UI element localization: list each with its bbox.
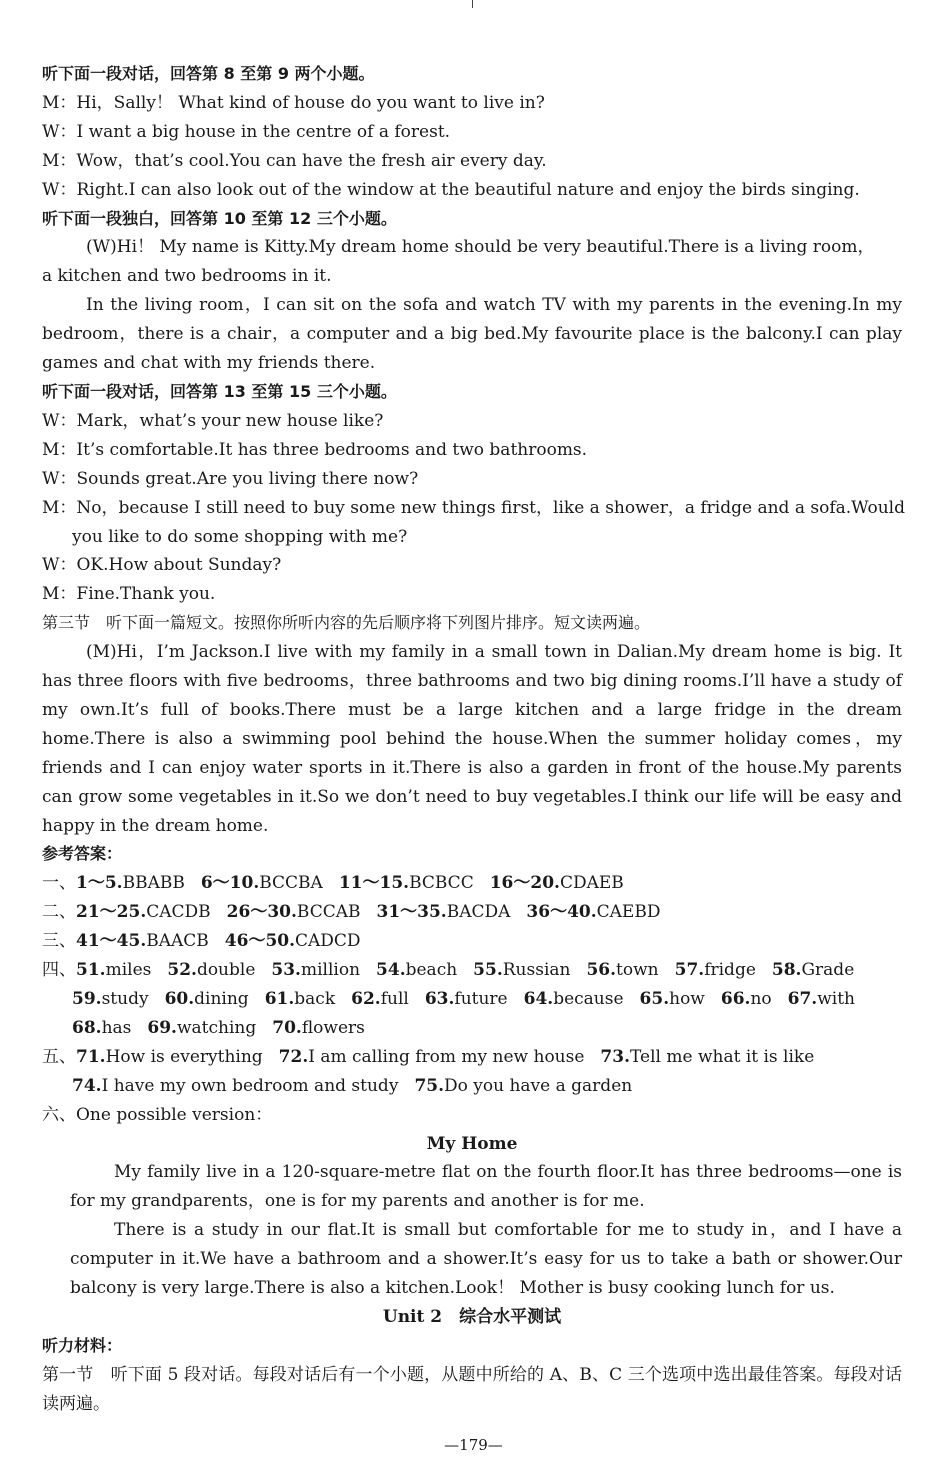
answer-number: 67. — [787, 989, 818, 1009]
dialog2-line: W：Sounds great.Are you living there now? — [42, 468, 419, 489]
answer-number: 53. — [271, 960, 301, 981]
answer-number: 11～15. — [338, 873, 410, 894]
answer-number: 63. — [424, 989, 455, 1009]
dialog2-line: M：Fine.Thank you. — [42, 584, 216, 605]
answer-number: 65. — [639, 989, 670, 1009]
answer-value: dining — [194, 989, 249, 1009]
answers-part1 — [42, 869, 902, 898]
answer-value: Tell me what it is like — [630, 1046, 815, 1067]
dialog2-line: you like to do some shopping with me? — [72, 526, 408, 547]
monologue-paragraph: In the living room，I can sit on the sofa and watch TV with my parents in the evening.In my bedroom，there is a chair，a computer and a big bed.My favourite place is the balcony.I can play games and chat with my friends there. — [42, 295, 902, 374]
essay-paragraph: My family live in a 120-square-metre flat on the fourth floor.It has three bedrooms—one is for my grandparents，one is for my parents and another is for me. — [70, 1162, 902, 1212]
answers-part6-label: 六、One possible version： — [42, 1104, 273, 1125]
listening-label: 听力材料： — [42, 1335, 123, 1355]
answer-number: 57. — [674, 960, 705, 981]
answer-value: fridge — [704, 960, 756, 981]
answer-value: Grade — [801, 960, 855, 981]
dialog2-line: W：Mark，what’s your new house like? — [42, 410, 384, 431]
answers-part3 — [42, 927, 902, 956]
answers-heading: 参考答案： — [42, 844, 123, 864]
answer-number: 59. — [72, 989, 102, 1009]
answer-value: how — [669, 989, 705, 1009]
answer-value: CADCD — [295, 931, 361, 952]
answer-number: 56. — [586, 960, 617, 981]
answer-value: CACDB — [146, 902, 211, 923]
answer-value: future — [454, 989, 508, 1009]
answer-value: BCCAB — [296, 902, 361, 923]
answers-part4-row3 — [42, 1014, 902, 1043]
answer-number: 41～45. — [76, 931, 147, 952]
answer-number: 21～25. — [76, 902, 147, 923]
dialog1-line: M：Wow，that’s cool.You can have the fresh air every day. — [42, 150, 547, 171]
answer-value: double — [196, 960, 256, 981]
answer-number: 75. — [414, 1075, 445, 1096]
answer-value: miles — [105, 960, 152, 981]
answer-value: with — [817, 989, 855, 1009]
answer-number: 60. — [164, 989, 195, 1009]
part-prefix: 四、 — [42, 960, 76, 981]
answer-number: 26～30. — [226, 902, 297, 923]
answers-part2 — [42, 898, 902, 927]
answers-part5-row2 — [42, 1072, 902, 1101]
answer-value: I have my own bedroom and study — [101, 1075, 399, 1096]
dialog1-line: M：Hi，Sally！ What kind of house do you want to live in? — [42, 92, 545, 113]
top-mark — [472, 0, 473, 8]
answer-value: has — [101, 1017, 132, 1038]
page-number: —179— — [444, 1436, 503, 1454]
answer-value: BBABB — [122, 873, 185, 894]
answer-number: 16～20. — [489, 873, 560, 894]
answer-number: 73. — [600, 1046, 630, 1067]
answer-number: 66. — [720, 989, 751, 1009]
answer-number: 55. — [473, 960, 503, 981]
answer-number: 69. — [147, 1017, 177, 1038]
answer-value: million — [300, 960, 361, 981]
answer-value: BAACB — [146, 931, 209, 952]
intro-q13-15: 听下面一段对话，回答第 13 至第 15 三个小题。 — [42, 381, 397, 401]
answer-value: BCBCC — [409, 873, 474, 894]
dialog1-line: W：I want a big house in the centre of a forest. — [42, 121, 451, 142]
answer-number: 61. — [264, 989, 295, 1009]
answer-number: 1～5. — [76, 873, 123, 894]
answer-number: 36～40. — [526, 902, 597, 923]
answer-value: How is everything — [105, 1046, 263, 1067]
answer-number: 62. — [351, 989, 381, 1009]
answer-number: 31～35. — [376, 902, 447, 923]
answer-number: 51. — [76, 960, 106, 981]
answer-number: 46～50. — [224, 931, 296, 952]
answer-value: watching — [176, 1017, 257, 1038]
answers-part5-row1 — [42, 1043, 902, 1072]
answer-number: 6～10. — [200, 873, 260, 894]
intro-q10-12: 听下面一段独白，回答第 10 至第 12 三个小题。 — [42, 208, 397, 228]
dialog2-line: M：No，because I still need to buy some new things first，like a shower，a fridge and a sofa.Would — [42, 497, 905, 518]
part-prefix: 三、 — [42, 931, 76, 952]
answer-value: BCCBA — [259, 873, 323, 894]
answer-number: 54. — [376, 960, 406, 981]
section3-intro: 第三节 听下面一篇短文。按照你所听内容的先后顺序将下列图片排序。短文读两遍。 — [42, 613, 651, 633]
answer-number: 71. — [76, 1046, 106, 1067]
answer-number: 72. — [278, 1046, 309, 1067]
answer-value: Russian — [502, 960, 571, 981]
answers-part4-row1 — [42, 956, 902, 985]
monologue-line: (W)Hi！ My name is Kitty.My dream home should be very beautiful.There is a living room， — [86, 237, 875, 258]
answer-value: CDAEB — [559, 873, 624, 894]
section3-passage: (M)Hi，I’m Jackson.I live with my family in a small town in Dalian.My dream home is big. It has three floors with five bedrooms，three bathrooms and two big dining rooms.I’ll have a study of my own.It’s full of books.There must be a large kitchen and a large fridge in the dream home.There is also a swimming pool behind the house.When the summer holiday comes，my friends and I can enjoy water sports in it.There is also a garden in front of the house.My parents can grow some vegetables in it.So we don’t need to buy vegetables.I think our life will be easy and happy in the dream home. — [42, 642, 902, 836]
dialog1-line: W：Right.I can also look out of the window at the beautiful nature and enjoy the birds singing. — [42, 179, 860, 200]
dialog2-line: M：It’s comfortable.It has three bedrooms and two bathrooms. — [42, 439, 588, 460]
answer-value: beach — [405, 960, 458, 981]
answer-number: 58. — [771, 960, 802, 981]
part-prefix: 二、 — [42, 902, 76, 923]
page-content — [42, 60, 905, 1419]
unit2-title: Unit 2 综合水平测试 — [382, 1306, 562, 1327]
essay-title: My Home — [426, 1133, 518, 1154]
answer-value: full — [380, 989, 409, 1009]
part-prefix: 五、 — [42, 1046, 76, 1067]
answer-number: 64. — [523, 989, 554, 1009]
answer-value: BACDA — [446, 902, 511, 923]
essay-paragraph: There is a study in our flat.It is small but comfortable for me to study in，and I have a computer in it.We have a bathroom and a shower.It’s easy for us to take a bath or shower.Our balcony is very large.There is also a kitchen.Look！ Mother is busy cooking lunch for us. — [70, 1220, 902, 1299]
answer-value: town — [616, 960, 659, 981]
monologue-line: a kitchen and two bedrooms in it. — [42, 266, 332, 287]
answer-number: 70. — [272, 1017, 302, 1038]
part-prefix: 一、 — [42, 873, 76, 894]
answer-value: study — [101, 989, 149, 1009]
intro-q8-9: 听下面一段对话，回答第 8 至第 9 两个小题。 — [42, 64, 375, 83]
answer-value: no — [750, 989, 772, 1009]
answer-number: 74. — [72, 1075, 102, 1096]
answer-value: because — [553, 989, 624, 1009]
answers-part4-row2 — [42, 985, 902, 1014]
unit2-intro: 第一节 听下面 5 段对话。每段对话后有一个小题，从题中所给的 A、B、C 三个选项中选出最佳答案。每段对话读两遍。 — [42, 1364, 902, 1414]
answer-value: Do you have a garden — [444, 1075, 633, 1096]
answer-number: 52. — [167, 960, 197, 981]
answer-value: I am calling from my new house — [308, 1046, 585, 1067]
dialog2-line: W：OK.How about Sunday? — [42, 555, 282, 576]
answer-value: back — [294, 989, 336, 1009]
answer-value: CAEBD — [596, 902, 661, 923]
answer-number: 68. — [72, 1017, 102, 1038]
answer-value: flowers — [301, 1017, 365, 1038]
